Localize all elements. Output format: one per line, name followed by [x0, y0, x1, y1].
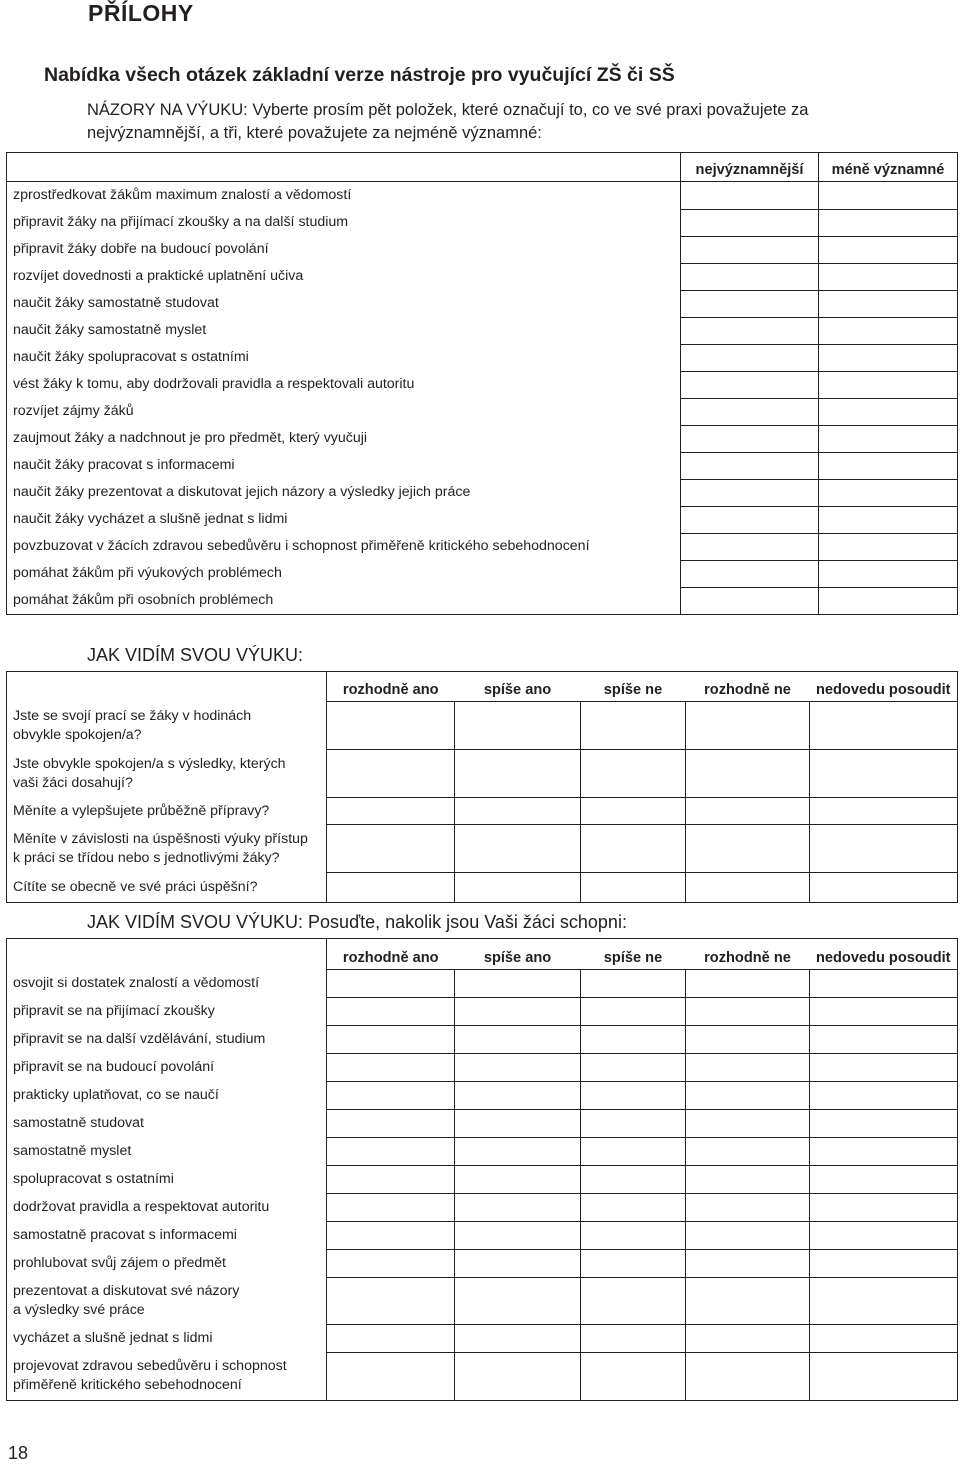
table-row — [7, 1325, 958, 1353]
table-row — [7, 290, 958, 317]
rating-cell[interactable] — [581, 1166, 686, 1194]
rating-cell[interactable] — [327, 798, 455, 825]
row-label-line: spolupracovat s ostatními — [13, 1171, 174, 1187]
rating-cell[interactable] — [810, 1138, 958, 1166]
column-header: rozhodně ano — [327, 672, 455, 702]
rating-cell[interactable] — [455, 970, 581, 998]
row-label — [7, 825, 327, 873]
checkbox-cell[interactable] — [681, 344, 819, 371]
rating-cell[interactable] — [686, 825, 810, 873]
column-header: nedovedu posoudit — [810, 939, 958, 970]
checkbox-cell[interactable] — [681, 236, 819, 263]
row-label: připravit žáky na přijímací zkoušky a na další studium — [7, 209, 681, 236]
rating-cell[interactable] — [810, 1194, 958, 1222]
document-title: Nabídka všech otázek základní verze nástroje pro vyučující ZŠ či SŠ — [44, 64, 675, 86]
rating-cell[interactable] — [455, 1353, 581, 1401]
rating-cell[interactable] — [455, 873, 581, 903]
row-label-line: Jste obvykle spokojen/a s výsledky, kterých — [13, 756, 286, 772]
rating-cell[interactable] — [581, 1138, 686, 1166]
rating-cell[interactable] — [581, 1325, 686, 1353]
row-label: rozvíjet dovednosti a praktické uplatnění učiva — [7, 263, 681, 290]
rating-cell[interactable] — [810, 1166, 958, 1194]
row-label-line: Měníte v závislosti na úspěšnosti výuky přístup — [13, 831, 308, 847]
checkbox-cell[interactable] — [819, 533, 958, 560]
table-row — [7, 398, 958, 425]
checkbox-cell[interactable] — [819, 317, 958, 344]
row-label — [7, 1250, 327, 1278]
table-row — [7, 182, 958, 210]
row-label: pomáhat žákům při osobních problémech — [7, 587, 681, 615]
column-header: rozhodně ne — [686, 939, 810, 970]
rating-cell[interactable] — [581, 825, 686, 873]
checkbox-cell[interactable] — [681, 290, 819, 317]
row-label — [7, 1353, 327, 1401]
row-label-line: prakticky uplatňovat, co se naučí — [13, 1087, 219, 1103]
table-row — [7, 317, 958, 344]
rating-cell[interactable] — [327, 1325, 455, 1353]
row-label-line: Cítíte se obecně ve své práci úspěšní? — [13, 879, 258, 895]
rating-cell[interactable] — [581, 873, 686, 903]
rating-cell[interactable] — [327, 1166, 455, 1194]
checkbox-cell[interactable] — [681, 479, 819, 506]
table-row — [7, 1278, 958, 1325]
rating-cell[interactable] — [686, 1250, 810, 1278]
rating-cell[interactable] — [455, 825, 581, 873]
table-row — [7, 1353, 958, 1401]
row-label — [7, 798, 327, 825]
row-label: naučit žáky vycházet a slušně jednat s lidmi — [7, 506, 681, 533]
table-row — [7, 533, 958, 560]
checkbox-cell[interactable] — [681, 209, 819, 236]
row-label: zprostředkovat žákům maximum znalostí a vědomostí — [7, 182, 681, 210]
rating-cell[interactable] — [581, 1054, 686, 1082]
row-label — [7, 1026, 327, 1054]
row-label-line: připravit se na budoucí povolání — [13, 1059, 215, 1075]
row-label-line: projevovat zdravou sebedůvěru i schopnost — [13, 1358, 287, 1374]
rating-cell[interactable] — [455, 1278, 581, 1325]
checkbox-cell[interactable] — [819, 452, 958, 479]
rating-cell[interactable] — [455, 1082, 581, 1110]
rating-cell[interactable] — [327, 1278, 455, 1325]
rating-cell[interactable] — [455, 750, 581, 798]
checkbox-cell[interactable] — [681, 452, 819, 479]
column-header: méně významné — [819, 153, 958, 182]
rating-cell[interactable] — [327, 1138, 455, 1166]
rating-cell[interactable] — [455, 1222, 581, 1250]
header-blank — [7, 672, 327, 702]
row-label-line: vycházet a slušně jednat s lidmi — [13, 1330, 213, 1346]
table-row — [7, 1110, 958, 1138]
row-label-line: vaši žáci dosahují? — [13, 775, 133, 791]
row-label — [7, 1194, 327, 1222]
checkbox-cell[interactable] — [819, 182, 958, 210]
rating-cell[interactable] — [810, 1054, 958, 1082]
rating-cell[interactable] — [686, 1353, 810, 1401]
rating-cell[interactable] — [810, 1325, 958, 1353]
rating-cell[interactable] — [686, 1166, 810, 1194]
table-row — [7, 1026, 958, 1054]
checkbox-cell[interactable] — [819, 209, 958, 236]
rating-cell[interactable] — [810, 750, 958, 798]
checkbox-cell[interactable] — [681, 560, 819, 587]
rating-cell[interactable] — [686, 798, 810, 825]
row-label: naučit žáky prezentovat a diskutovat jejich názory a výsledky jejich práce — [7, 479, 681, 506]
rating-cell[interactable] — [581, 1353, 686, 1401]
column-header: nejvýznamnější — [681, 153, 819, 182]
checkbox-cell[interactable] — [681, 506, 819, 533]
rating-cell[interactable] — [810, 702, 958, 750]
rating-cell[interactable] — [455, 1026, 581, 1054]
table-row — [7, 750, 958, 798]
section3-title: JAK VIDÍM SVOU VÝUKU: Posuďte, nakolik jsou Vaši žáci schopni: — [87, 912, 627, 932]
rating-cell[interactable] — [810, 1026, 958, 1054]
row-label — [7, 1138, 327, 1166]
rating-cell[interactable] — [455, 1138, 581, 1166]
row-label: naučit žáky pracovat s informacemi — [7, 452, 681, 479]
table-row — [7, 1082, 958, 1110]
page-heading: PŘÍLOHY — [88, 0, 194, 26]
rating-cell[interactable] — [810, 1250, 958, 1278]
rating-cell[interactable] — [327, 970, 455, 998]
rating-cell[interactable] — [327, 1082, 455, 1110]
row-label — [7, 970, 327, 998]
rating-cell[interactable] — [327, 825, 455, 873]
checkbox-cell[interactable] — [681, 371, 819, 398]
rating-cell[interactable] — [686, 750, 810, 798]
page-number: 18 — [8, 1443, 29, 1463]
rating-cell[interactable] — [810, 970, 958, 998]
table-row — [7, 209, 958, 236]
row-label-line: samostatně pracovat s informacemi — [13, 1227, 237, 1243]
row-label: naučit žáky spolupracovat s ostatními — [7, 344, 681, 371]
rating-cell[interactable] — [810, 998, 958, 1026]
rating-cell[interactable] — [686, 702, 810, 750]
row-label-line: osvojit si dostatek znalostí a vědomostí — [13, 975, 260, 991]
student-ability-table — [6, 938, 958, 1401]
rating-cell[interactable] — [810, 798, 958, 825]
rating-cell[interactable] — [686, 1222, 810, 1250]
rating-cell[interactable] — [455, 1110, 581, 1138]
rating-cell[interactable] — [455, 998, 581, 1026]
rating-cell[interactable] — [327, 1026, 455, 1054]
rating-cell[interactable] — [810, 1110, 958, 1138]
checkbox-cell[interactable] — [819, 263, 958, 290]
table-row — [7, 587, 958, 615]
row-label: naučit žáky samostatně myslet — [7, 317, 681, 344]
rating-cell[interactable] — [581, 750, 686, 798]
rating-cell[interactable] — [581, 702, 686, 750]
rating-cell[interactable] — [581, 1082, 686, 1110]
table-row — [7, 560, 958, 587]
rating-cell[interactable] — [810, 1222, 958, 1250]
column-header: nedovedu posoudit — [810, 672, 958, 702]
rating-cell[interactable] — [455, 1325, 581, 1353]
rating-cell[interactable] — [327, 1110, 455, 1138]
table-row — [7, 1250, 958, 1278]
column-header: spíše ne — [581, 672, 686, 702]
table-row — [7, 371, 958, 398]
priorities-table — [6, 152, 958, 615]
checkbox-cell[interactable] — [681, 533, 819, 560]
rating-cell[interactable] — [327, 1353, 455, 1401]
rating-cell[interactable] — [581, 1250, 686, 1278]
rating-cell[interactable] — [686, 1194, 810, 1222]
rating-cell[interactable] — [327, 702, 455, 750]
table-row — [7, 263, 958, 290]
rating-cell[interactable] — [686, 998, 810, 1026]
table-row — [7, 452, 958, 479]
rating-cell[interactable] — [686, 970, 810, 998]
checkbox-cell[interactable] — [681, 263, 819, 290]
rating-cell[interactable] — [327, 1250, 455, 1278]
column-header: rozhodně ne — [686, 672, 810, 702]
checkbox-cell[interactable] — [819, 479, 958, 506]
rating-cell[interactable] — [327, 1194, 455, 1222]
row-label — [7, 1166, 327, 1194]
intro-line-1: NÁZORY NA VÝUKU: Vyberte prosím pět položek, které označují to, co ve své praxi považujete za — [87, 101, 809, 119]
rating-cell[interactable] — [455, 702, 581, 750]
rating-cell[interactable] — [686, 873, 810, 903]
row-label: pomáhat žákům při výukových problémech — [7, 560, 681, 587]
row-label — [7, 873, 327, 903]
table-row — [7, 479, 958, 506]
checkbox-cell[interactable] — [681, 425, 819, 452]
row-label-line: obvykle spokojen/a? — [13, 727, 142, 743]
rating-cell[interactable] — [581, 970, 686, 998]
row-label: naučit žáky samostatně studovat — [7, 290, 681, 317]
row-label: rozvíjet zájmy žáků — [7, 398, 681, 425]
checkbox-cell[interactable] — [819, 236, 958, 263]
checkbox-cell[interactable] — [681, 398, 819, 425]
checkbox-cell[interactable] — [819, 290, 958, 317]
table-row — [7, 825, 958, 873]
row-label-line: přiměřeně kritického sebehodnocení — [13, 1377, 242, 1393]
rating-cell[interactable] — [581, 1026, 686, 1054]
row-label-line: k práci se třídou nebo s jednotlivými žáky? — [13, 850, 280, 866]
row-label — [7, 702, 327, 750]
header-blank — [7, 939, 327, 970]
table-row — [7, 344, 958, 371]
row-label-line: prezentovat a diskutovat své názory — [13, 1283, 240, 1299]
section2-title: JAK VIDÍM SVOU VÝUKU: — [87, 645, 304, 665]
row-label — [7, 1325, 327, 1353]
table-row — [7, 236, 958, 263]
row-label — [7, 1110, 327, 1138]
row-label: zaujmout žáky a nadchnout je pro předmět, který vyučuji — [7, 425, 681, 452]
rating-cell[interactable] — [581, 1110, 686, 1138]
table-row — [7, 873, 958, 903]
rating-cell[interactable] — [686, 1110, 810, 1138]
table-row — [7, 998, 958, 1026]
row-label — [7, 1054, 327, 1082]
table-row — [7, 1194, 958, 1222]
row-label-line: prohlubovat svůj zájem o předmět — [13, 1255, 226, 1271]
checkbox-cell[interactable] — [819, 425, 958, 452]
checkbox-cell[interactable] — [681, 587, 819, 615]
rating-cell[interactable] — [327, 873, 455, 903]
checkbox-cell[interactable] — [819, 560, 958, 587]
rating-cell[interactable] — [810, 1353, 958, 1401]
intro-line-2: nejvýznamnější, a tři, které považujete za nejméně významné: — [87, 124, 542, 142]
row-label — [7, 1222, 327, 1250]
column-header: rozhodně ano — [327, 939, 455, 970]
column-header: spíše ano — [455, 939, 581, 970]
rating-cell[interactable] — [455, 1194, 581, 1222]
row-label-line: dodržovat pravidla a respektovat autoritu — [13, 1199, 270, 1215]
table-row — [7, 1222, 958, 1250]
table-row — [7, 1138, 958, 1166]
row-label-line: připravit se na další vzdělávání, studium — [13, 1031, 266, 1047]
rating-cell[interactable] — [581, 798, 686, 825]
table-row — [7, 970, 958, 998]
rating-cell[interactable] — [327, 750, 455, 798]
row-label — [7, 1278, 327, 1325]
rating-cell[interactable] — [810, 1082, 958, 1110]
row-label-line: samostatně myslet — [13, 1143, 132, 1159]
rating-cell[interactable] — [686, 1278, 810, 1325]
checkbox-cell[interactable] — [819, 506, 958, 533]
row-label-line: a výsledky své práce — [13, 1302, 145, 1318]
rating-cell[interactable] — [810, 873, 958, 903]
column-header: spíše ne — [581, 939, 686, 970]
column-header: spíše ano — [455, 672, 581, 702]
table-row — [7, 798, 958, 825]
table-row — [7, 506, 958, 533]
checkbox-cell[interactable] — [819, 587, 958, 615]
rating-cell[interactable] — [455, 1250, 581, 1278]
checkbox-cell[interactable] — [819, 344, 958, 371]
rating-cell[interactable] — [810, 825, 958, 873]
row-label-line: Měníte a vylepšujete průběžně přípravy? — [13, 803, 270, 819]
row-label: vést žáky k tomu, aby dodržovali pravidla a respektovali autoritu — [7, 371, 681, 398]
rating-cell[interactable] — [686, 1138, 810, 1166]
row-label — [7, 998, 327, 1026]
table-row — [7, 1054, 958, 1082]
rating-cell[interactable] — [327, 1054, 455, 1082]
table-row — [7, 702, 958, 750]
checkbox-cell[interactable] — [819, 371, 958, 398]
row-label-line: připravit se na přijímací zkoušky — [13, 1003, 215, 1019]
row-label — [7, 1082, 327, 1110]
table-row — [7, 425, 958, 452]
rating-cell[interactable] — [686, 1026, 810, 1054]
rating-cell[interactable] — [581, 1194, 686, 1222]
rating-cell[interactable] — [686, 1054, 810, 1082]
rating-cell[interactable] — [686, 1082, 810, 1110]
table-row — [7, 1166, 958, 1194]
rating-cell[interactable] — [455, 798, 581, 825]
header-blank — [7, 153, 681, 182]
rating-cell[interactable] — [581, 1222, 686, 1250]
rating-cell[interactable] — [327, 1222, 455, 1250]
rating-cell[interactable] — [810, 1278, 958, 1325]
row-label: povzbuzovat v žácích zdravou sebedůvěru i schopnost přiměřeně kritického sebehodnocení — [7, 533, 681, 560]
rating-cell[interactable] — [686, 1325, 810, 1353]
row-label-line: samostatně studovat — [13, 1115, 144, 1131]
row-label: připravit žáky dobře na budoucí povolání — [7, 236, 681, 263]
rating-cell[interactable] — [581, 998, 686, 1026]
checkbox-cell[interactable] — [681, 317, 819, 344]
row-label — [7, 750, 327, 798]
rating-cell[interactable] — [581, 1278, 686, 1325]
rating-cell[interactable] — [455, 1054, 581, 1082]
self-assessment-table — [6, 671, 958, 903]
rating-cell[interactable] — [327, 998, 455, 1026]
row-label-line: Jste se svojí prací se žáky v hodinách — [13, 708, 252, 724]
rating-cell[interactable] — [455, 1166, 581, 1194]
checkbox-cell[interactable] — [681, 182, 819, 210]
checkbox-cell[interactable] — [819, 398, 958, 425]
